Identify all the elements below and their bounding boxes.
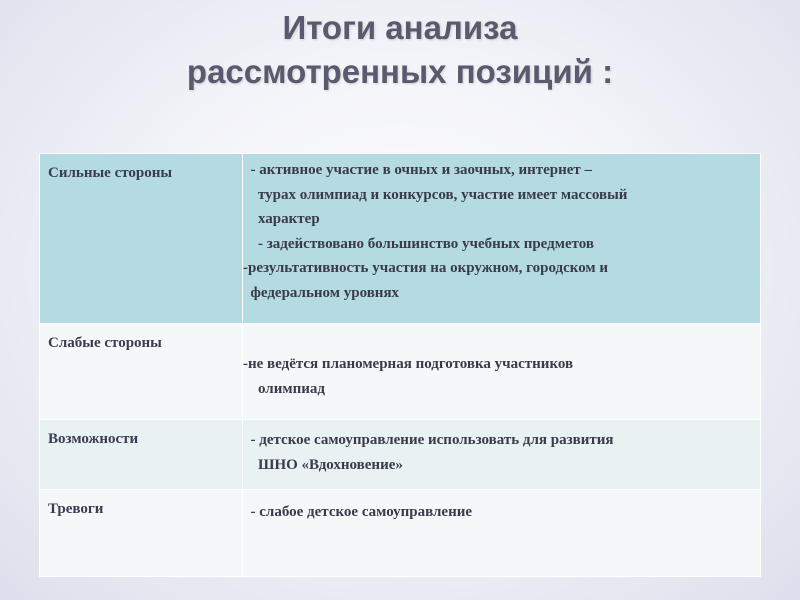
content-line: -результативность участия на окружном, городском и [243, 260, 609, 276]
row-label-cell [40, 154, 243, 324]
content-line: - задействовано большинство учебных предметов [243, 235, 595, 252]
row-label: Возможности [48, 431, 139, 447]
content-line: федеральном уровнях [243, 284, 400, 301]
table-row-weaknesses [40, 324, 761, 420]
table-row-threats [40, 490, 761, 577]
content-line: турах олимпиад и конкурсов, участие имеет массовый [243, 186, 628, 203]
row-label: Слабые стороны [48, 335, 162, 351]
table-row-opportunities [40, 420, 761, 490]
content-line: - активное участие в очных и заочных, интернет – [243, 162, 593, 178]
row-content-cell [243, 490, 761, 577]
row-content-cell [243, 324, 761, 420]
slide-title [0, 6, 800, 94]
row-label-cell [40, 420, 243, 490]
content-line: -не ведётся планомерная подготовка участников [243, 356, 574, 372]
title-line-2: рассмотренных позиций : [186, 53, 614, 90]
row-label: Тревоги [48, 501, 104, 517]
content-line: олимпиад [243, 380, 325, 397]
table-row-strengths [40, 154, 761, 324]
row-content-cell [243, 154, 761, 324]
content-line: ШНО «Вдохновение» [243, 456, 403, 473]
row-label: Сильные стороны [48, 165, 173, 181]
row-label-cell [40, 324, 243, 420]
row-label-cell [40, 490, 243, 577]
content-line: - детское самоуправление использовать для развития [243, 432, 614, 448]
content-line: - слабое детское самоуправление [243, 504, 473, 520]
row-content-cell [243, 420, 761, 490]
title-line-1: Итоги анализа [282, 9, 518, 46]
swot-table [39, 153, 761, 577]
content-line: характер [243, 211, 320, 227]
